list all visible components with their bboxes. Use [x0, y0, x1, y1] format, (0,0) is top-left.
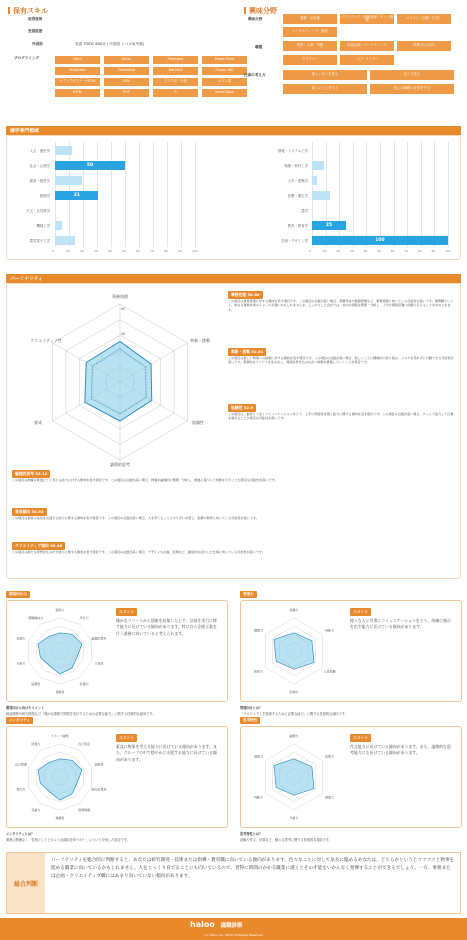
ability-note-label: 思考特性とは？ — [240, 832, 263, 836]
radar-label: 忍耐力 — [31, 808, 41, 813]
comment-text: 僅かなリソースから情報を収集した上で、計画を実行に移す能力に長けている傾向があります。特に自ら企画立案を行う業務に向いていると考えられます。 — [116, 618, 217, 636]
radar-label: 楽観性 — [55, 816, 65, 820]
footer — [0, 918, 467, 940]
grid-line — [407, 142, 408, 247]
ability-note-text: 「プロジェクトを管理するために必要な能力」に関する性格的な傾向です。 — [240, 712, 349, 716]
score-bar — [55, 221, 62, 230]
summary-label-box — [7, 853, 45, 913]
programming-tag: Filemaker — [153, 56, 198, 64]
radar-label: 直感力 — [324, 754, 335, 759]
programming-tag: R — [153, 89, 198, 97]
personality-section-text: この項目は新たな発想を生み出す能力に関する傾向を表す項目です。この項目の点数が高い場合、デザインや企画、表現など、創造性を活かした仕事に向いている可能性が高いです。 — [12, 550, 265, 554]
radar-label: 協調性 — [31, 682, 41, 687]
radar-label: 自己肯定 — [78, 741, 91, 746]
category-label: 天文・自然科学 — [26, 209, 50, 213]
axis-tick: 90 — [431, 249, 436, 253]
ability-note-text: 商品開発や研究開発など「僅かな情報で開発を実行するための必要な能力」に関する性格的な傾向です。 — [6, 712, 156, 716]
programming-tag: PHP — [104, 89, 149, 97]
programming-tag: 3ds MAX — [153, 67, 198, 75]
ability-note-label: 管理向けとは？ — [240, 706, 263, 710]
radar-tick: 60 — [121, 307, 126, 311]
interest-values-label: 仕事の考え方 — [244, 73, 266, 77]
category-label: 教育・教育学 — [287, 224, 308, 228]
category-label: 数理学 — [39, 194, 50, 198]
score-bar — [55, 176, 82, 185]
axis-tick: 80 — [417, 249, 422, 253]
programming-tag: Word — [55, 56, 100, 64]
interest-position-tag: コピーライター — [340, 55, 394, 65]
radar-label: 問題解決力 — [28, 615, 44, 620]
radar-tick: 40 — [121, 332, 126, 336]
footer-copyright: (c) Haloo Inc. 2018 All Rights Reserved — [204, 933, 263, 937]
grid-line — [139, 142, 140, 247]
grid-line — [195, 142, 196, 247]
personality-section-title: 協調性 52.9 — [228, 404, 256, 412]
interest-value-tag: 新しいことをする — [283, 84, 367, 94]
axis-tick: 30 — [94, 249, 98, 253]
personality-section-title: 革新・挑戦 52.61 — [228, 348, 266, 356]
radar-label: 前向き思考 — [91, 787, 107, 792]
programming-tag: Illustrator — [55, 67, 100, 75]
radar-label: 柔軟性 — [94, 762, 104, 767]
axis-tick: 100 — [445, 249, 451, 253]
radar-label: 統率力 — [253, 669, 264, 674]
scores-title: 適学専門領域 — [10, 129, 39, 134]
radar-label: 協調性 — [192, 420, 204, 425]
interest-position-tag: デザイナー — [283, 55, 337, 65]
score-bar — [312, 161, 324, 170]
ability-radar — [244, 603, 344, 699]
category-label: 電気電子工学 — [29, 239, 50, 243]
grid-line — [353, 142, 354, 247]
ability-note-text: 読解や作文、計算など、様々な思考に関する性格的な傾向です。 — [240, 838, 333, 842]
comment-title: コメント — [116, 608, 137, 616]
axis-tick: 60 — [390, 249, 395, 253]
personality-section-text: この項目は他者の成長を支援する能力に関する傾向を表す項目です。この項目の点数が高い場合、人を育てることにやりがいを感じ、指導や教育に向いている可能性が高いです。 — [12, 516, 260, 520]
scores-header — [6, 126, 461, 135]
skills-title: 保有スキル — [8, 6, 48, 16]
axis-tick: 100 — [192, 249, 198, 253]
interest-title: 興味分野 — [244, 6, 277, 16]
brand-sub: 適職診断 — [220, 923, 243, 929]
programming-tag: ホスト系 — [202, 78, 247, 86]
radar-label: クリエイティブ性 — [30, 338, 62, 343]
grid-line — [111, 142, 112, 247]
programming-tag: JIRA — [104, 78, 149, 86]
programming-tag: HTML — [55, 89, 100, 97]
radar-label: 柔軟性 — [55, 690, 65, 694]
ability-note-label: メンタリティとは？ — [6, 832, 35, 836]
grid-line — [394, 142, 395, 247]
interest-value-tag: 近くで見る — [370, 70, 454, 80]
axis-tick: 90 — [178, 249, 182, 253]
axis-tick: 80 — [164, 249, 168, 253]
interest-field-tag: ソフトウェア・情報処理・ネット関連 — [340, 14, 394, 22]
interest-field-label: 興味分野 — [248, 17, 263, 21]
comment-title: コメント — [116, 734, 137, 742]
radar-label: ストレス耐性 — [51, 734, 69, 738]
summary-label: 総合判断 — [13, 880, 38, 888]
ability-radar — [10, 603, 110, 699]
score-bar — [312, 176, 317, 185]
radar-label: 洞察力 — [253, 754, 264, 759]
programming-tag: Visual Basic — [202, 89, 247, 97]
radar-label: 創造力 — [55, 608, 65, 612]
radar-series-shape — [274, 759, 314, 795]
axis-tick: 20 — [336, 249, 341, 253]
category-label: 物理・材料工学 — [284, 164, 308, 168]
grid-line — [448, 142, 449, 247]
interest-value-tag: 新しいモノを作る — [283, 70, 367, 80]
category-label: 芸術・デザイン学 — [281, 239, 308, 243]
skill-row-value: 英語 TOEIC 600点 / 中国語 レベル3(中級) — [75, 42, 145, 46]
grid-line — [339, 142, 340, 247]
ability-panel-title: 管理力 — [240, 591, 257, 598]
interest-position-tag: 商品企画・マーケティング — [340, 41, 394, 51]
grid-line — [421, 142, 422, 247]
programming-tag: Power Point — [202, 56, 247, 64]
axis-tick: 20 — [80, 249, 84, 253]
radar-label: 革新・挑戦 — [190, 338, 210, 343]
ability-note-label: 開発向けに向けたコメント — [6, 706, 45, 710]
radar-label: 育成 — [34, 420, 42, 425]
personality-radar — [20, 290, 220, 470]
score-bar — [312, 191, 330, 200]
grid-line — [153, 142, 154, 247]
radar-label: 自己管理 — [14, 762, 28, 767]
radar-label: 表現力 — [16, 636, 26, 641]
interest-field-tag: マスコミ（出版・広告） — [397, 14, 451, 24]
radar-series-shape — [38, 759, 82, 800]
interest-position-label: 職種 — [255, 45, 263, 49]
comment-text: 様々な人と円滑にコミュニケーションをとり、的確に指示を出す能力に長けている傾向があります。 — [350, 618, 451, 630]
brand-logo: haloo — [190, 920, 215, 929]
programming-tag: Photoshop — [104, 67, 149, 75]
radar-label: 集中力 — [16, 787, 26, 792]
axis-tick: 30 — [349, 249, 354, 253]
interest-field-tag: コンサルティング・調査 — [283, 27, 337, 37]
ability-radar — [10, 729, 110, 825]
ability-panel-title: 開発向け力 — [6, 591, 30, 598]
radar-label: 回復力 — [31, 741, 41, 746]
ability-radar — [244, 729, 344, 825]
interest-value-tag: 色んな職務の仕事をする — [370, 84, 454, 94]
category-label: 土木・建築学 — [287, 179, 308, 183]
radar-label: 計画力 — [79, 682, 89, 687]
grid-line — [434, 142, 435, 247]
grid-line — [167, 142, 168, 247]
category-label: 社会・心理学 — [29, 164, 50, 168]
category-label: 経済・経営学 — [29, 179, 50, 183]
score-bar: 25 — [312, 221, 346, 230]
score-bar — [55, 146, 72, 155]
radar-label: 分析力 — [289, 816, 299, 820]
axis-tick: 50 — [122, 249, 126, 253]
programming-tag: Fusion 360 — [202, 67, 247, 75]
axis-tick: 60 — [136, 249, 140, 253]
comment-title: コメント — [350, 608, 371, 616]
category-label: 農学 — [301, 209, 308, 213]
personality-section-text: この項目は、他者とうまくコミュニケーションをとり、上手に関係性を築く能力に関する傾向を表す項目です。この項目の点数が高い場合、チームで協力して仕事を進めることが得意な可能性が高いです。 — [228, 412, 454, 421]
skill-row-label: 外国語 — [32, 42, 43, 46]
personality-header — [6, 274, 461, 283]
comment-text: 作文能力に長けている傾向があります。また、論理的な思考能力にも長けている傾向があります。 — [350, 744, 451, 756]
radar-series-shape — [38, 633, 82, 674]
axis-tick: 0 — [52, 249, 54, 253]
axis-tick: 40 — [363, 249, 368, 253]
axis-tick: 10 — [322, 249, 327, 253]
axis-tick: 40 — [108, 249, 112, 253]
axis-tick: 0 — [309, 249, 311, 253]
footer-brand — [190, 920, 243, 929]
radar-series-shape — [85, 341, 152, 421]
programming-tag: Excel — [104, 56, 149, 64]
axis-tick: 70 — [150, 249, 154, 253]
skill-row-label: 受賞経歴 — [28, 29, 43, 33]
grid-line — [181, 142, 182, 247]
personality-section-text: この項目は物事を筋道立てて考える能力に対する傾向を表す項目です。この項目の点数が高い場合、物事を論理的に整理・分析し、根拠に基づいて判断を下すことが得意な可能性が高いです。 — [12, 478, 278, 482]
radar-label: 論理的思考 — [91, 636, 107, 641]
radar-label: 指導力 — [289, 608, 299, 612]
category-label: 医療・衛生学 — [287, 194, 308, 198]
radar-label: 分析力 — [16, 661, 26, 666]
ability-panel-title: 思考特性 — [240, 717, 260, 724]
radar-label: 論理力 — [289, 734, 299, 738]
programming-label: プログラミング — [14, 56, 40, 60]
radar-label: 論理的思考 — [110, 462, 130, 467]
radar-label: 調整力 — [253, 628, 264, 633]
category-label: 機械工学 — [36, 224, 50, 228]
radar-label: 発想力 — [324, 795, 335, 800]
personality-section-title: 論理的思考 53.12 — [12, 470, 50, 478]
radar-label: 感情制御 — [78, 808, 91, 813]
radar-label: 実行力 — [79, 615, 89, 620]
grid-line — [125, 142, 126, 247]
personality-section-title: 育成傾向 54.92 — [12, 508, 47, 516]
personality-section-text: この項目は事務処理に対する傾向を表す項目です。この項目の点数が高い場合、書類作成や数値管理など、事務処理に向いている可能性が高いです。事務職というと、単なる事務作業のイメージが強いかもしれませんが、しっかりした会社では、社内の情報を整理・分析し、上司や関係部署に的確に伝えることが求められます。 — [228, 299, 454, 312]
radar-label: 判断力 — [324, 628, 335, 633]
personality-title: パーソナリティ — [10, 277, 43, 282]
category-label: 人文・歴史学 — [29, 149, 50, 153]
summary-text: パーソナリティを総合的に判断すると、あなたは研究開発・技術または指導・教育職に向いている傾向があります。色々なことに対して気長に臨めるあなたは、どちらかというとコツコツと物事を進める職業に向いているかもしれません。人をじっくり育てることにも向いているので、習得に時間のかかる職業に就くとその才能をいかんなく発揮することができるでしょう。一方、事務または企画・クリエイティブ職にはあまり向いていない傾向があります。 — [51, 858, 455, 879]
skill-row-label: 取得資格 — [28, 17, 43, 21]
interest-position-tag: 経営・人事・労務 — [283, 41, 337, 51]
ability-panel-title: メンタリティ — [6, 717, 33, 724]
grid-line — [380, 142, 381, 247]
axis-tick: 10 — [66, 249, 70, 253]
radar-label: 人材把握 — [323, 669, 336, 674]
ability-note-text: 業務に関係なく「性格としてどのような傾向を持つか？」について分析した項目です。 — [6, 838, 130, 842]
axis-tick: 50 — [377, 249, 381, 253]
programming-tag: サイトデザイナー/HTML — [55, 78, 100, 86]
programming-tag: クラスタ・分析 — [153, 78, 198, 86]
interest-field-tag: 農林・水産業 — [283, 14, 337, 24]
personality-section-title: 事務処理 58.86 — [228, 291, 263, 299]
score-bar: 100 — [312, 236, 448, 245]
comment-text: 素直に物事を考える能力に長けている傾向があります。また、グループの中で穏やかに支援する能力に長けている傾向があります。 — [116, 744, 217, 762]
score-bar — [55, 236, 75, 245]
grid-line — [366, 142, 367, 247]
radar-label: 事務処理 — [112, 294, 128, 299]
personality-section-title: クリエイティブ傾向 56.46 — [12, 542, 65, 550]
interest-position-tag: 営業(法人向け) — [397, 41, 451, 51]
score-bar: 31 — [55, 191, 98, 200]
radar-label: 判断力 — [253, 795, 264, 800]
comment-title: コメント — [350, 734, 371, 742]
radar-series-shape — [274, 633, 314, 669]
score-bar: 50 — [55, 161, 125, 170]
radar-label: 主体性 — [94, 661, 104, 666]
category-label: 情報・システム工学 — [277, 149, 308, 153]
summary-box — [6, 852, 461, 914]
radar-label: 計画力 — [289, 690, 299, 694]
axis-tick: 70 — [404, 249, 409, 253]
personality-section-text: この項目は新しい物事への挑戦に対する傾向を表す項目です。この項目の点数が高い場合、新しいことに積極的に取り組み、リスクを恐れずに行動できる可能性が高いです。革新的なアイデアを生み出し、周囲を巻き込みながら物事を推進していくことが得意です。 — [228, 356, 454, 365]
